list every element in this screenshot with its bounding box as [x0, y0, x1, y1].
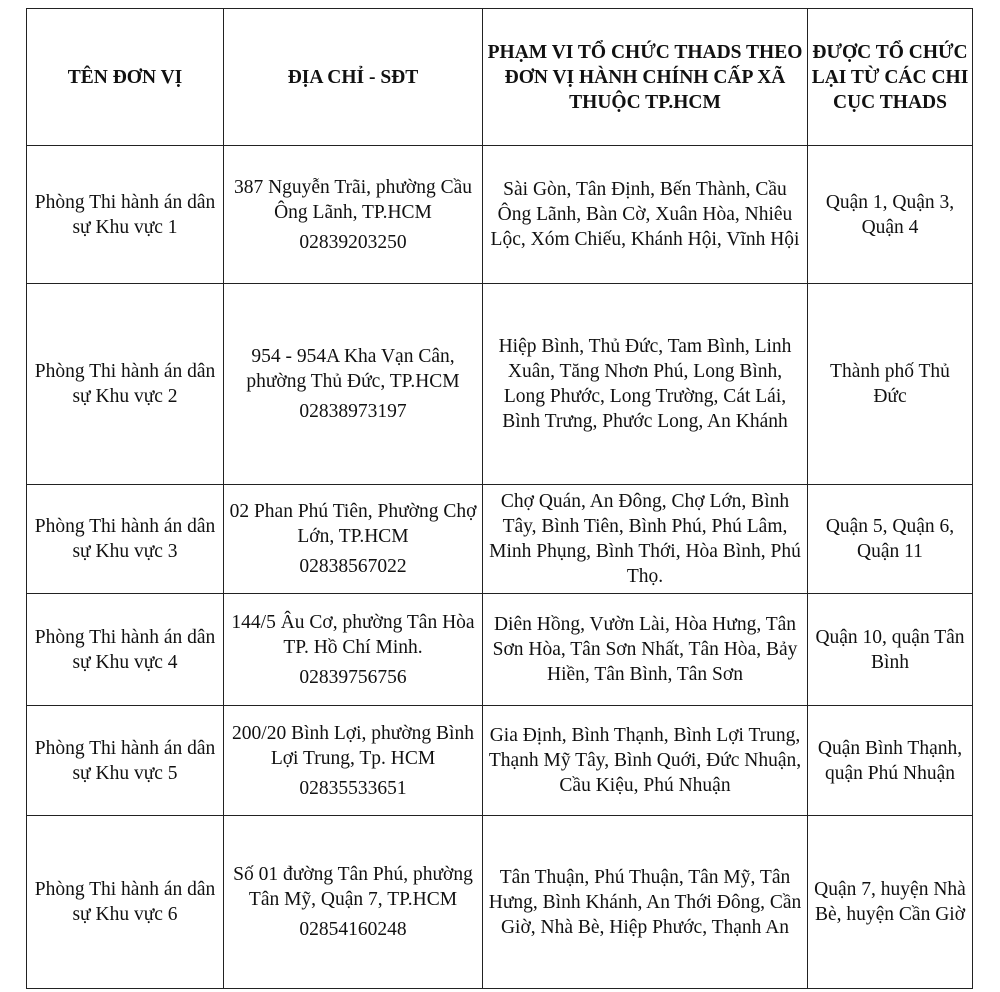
- phone-number: 02839203250: [299, 231, 407, 253]
- address: 200/20 Bình Lợi, phường Bình Lợi Trung, Tp. HCM: [232, 722, 474, 769]
- scope-cell: Gia Định, Bình Thạnh, Bình Lợi Trung, Thạnh Mỹ Tây, Bình Quới, Đức Nhuận, Cầu Kiệu, Phú Nhuận: [483, 706, 808, 816]
- phone-number: 02838973197: [299, 401, 407, 422]
- phone-number: 02839756756: [299, 666, 407, 688]
- address-cell: [224, 485, 483, 594]
- unit-name: Phòng Thi hành án dân sự Khu vực 4: [27, 594, 224, 706]
- origin-cell: Thành phố Thủ Đức: [808, 284, 973, 485]
- address: 144/5 Âu Cơ, phường Tân Hòa TP. Hồ Chí Minh.: [231, 611, 475, 658]
- address: 02 Phan Phú Tiên, Phường Chợ Lớn, TP.HCM: [229, 501, 477, 547]
- unit-name: Phòng Thi hành án dân sự Khu vực 6: [27, 816, 224, 989]
- address: 954 - 954A Kha Vạn Cân, phường Thủ Đức, TP.HCM: [246, 346, 460, 392]
- scope-cell: Sài Gòn, Tân Định, Bến Thành, Cầu Ông Lãnh, Bàn Cờ, Xuân Hòa, Nhiêu Lộc, Xóm Chiếu, Khánh Hội, Vĩnh Hội: [483, 146, 808, 284]
- phone-number: 02854160248: [299, 919, 407, 940]
- address-cell: [224, 146, 483, 284]
- origin-cell: Quận Bình Thạnh, quận Phú Nhuận: [808, 706, 973, 816]
- origin-cell: Quận 7, huyện Nhà Bè, huyện Cần Giờ: [808, 816, 973, 989]
- table-row: [27, 284, 973, 485]
- phone-number: 02835533651: [299, 777, 407, 799]
- origin-cell: Quận 5, Quận 6, Quận 11: [808, 485, 973, 594]
- thads-table: [26, 8, 973, 989]
- origin-cell: Quận 10, quận Tân Bình: [808, 594, 973, 706]
- unit-name: Phòng Thi hành án dân sự Khu vực 2: [27, 284, 224, 485]
- header-address-phone: ĐỊA CHỈ - SĐT: [224, 9, 483, 146]
- phone-number: 02838567022: [299, 556, 407, 577]
- address-cell: [224, 284, 483, 485]
- header-origin: ĐƯỢC TỔ CHỨC LẠI TỪ CÁC CHI CỤC THADS: [808, 9, 973, 146]
- header-scope: PHẠM VI TỔ CHỨC THADS THEO ĐƠN VỊ HÀNH CHÍNH CẤP XÃ THUỘC TP.HCM: [483, 9, 808, 146]
- table-row: [27, 146, 973, 284]
- header-row: [27, 9, 973, 146]
- origin-cell: Quận 1, Quận 3, Quận 4: [808, 146, 973, 284]
- table-row: [27, 594, 973, 706]
- unit-name: Phòng Thi hành án dân sự Khu vực 5: [27, 706, 224, 816]
- unit-name: Phòng Thi hành án dân sự Khu vực 1: [27, 146, 224, 284]
- address-cell: [224, 816, 483, 989]
- table-row: [27, 485, 973, 594]
- scope-cell: Chợ Quán, An Đông, Chợ Lớn, Bình Tây, Bình Tiên, Bình Phú, Phú Lâm, Minh Phụng, Bình Thới, Hòa Bình, Phú Thọ.: [483, 485, 808, 594]
- unit-name: Phòng Thi hành án dân sự Khu vực 3: [27, 485, 224, 594]
- address: Số 01 đường Tân Phú, phường Tân Mỹ, Quận 7, TP.HCM: [233, 864, 473, 910]
- address: 387 Nguyễn Trãi, phường Cầu Ông Lãnh, TP.HCM: [233, 176, 473, 223]
- scope-cell: Diên Hồng, Vườn Lài, Hòa Hưng, Tân Sơn Hòa, Tân Sơn Nhất, Tân Hòa, Bảy Hiền, Tân Bình, Tân Sơn: [483, 594, 808, 706]
- address-cell: [224, 594, 483, 706]
- address-cell: [224, 706, 483, 816]
- scope-cell: Hiệp Bình, Thủ Đức, Tam Bình, Linh Xuân, Tăng Nhơn Phú, Long Bình, Long Phước, Long Trường, Cát Lái, Bình Trưng, Phước Long, An Khánh: [483, 284, 808, 485]
- scope-cell: Tân Thuận, Phú Thuận, Tân Mỹ, Tân Hưng, Bình Khánh, An Thới Đông, Cần Giờ, Nhà Bè, Hiệp Phước, Thạnh An: [483, 816, 808, 989]
- table-row: [27, 706, 973, 816]
- table-row: [27, 816, 973, 989]
- header-unit-name: TÊN ĐƠN VỊ: [27, 9, 224, 146]
